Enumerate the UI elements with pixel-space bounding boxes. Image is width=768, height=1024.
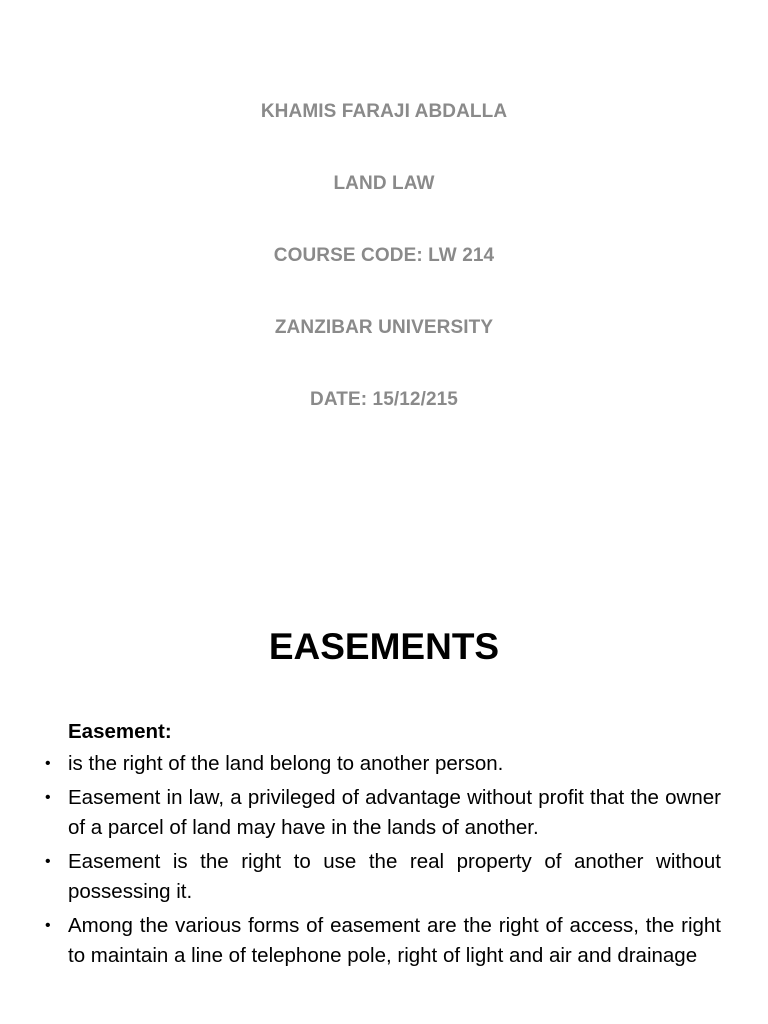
- bullet-icon: •: [45, 853, 51, 870]
- slide-content: [45, 717, 721, 975]
- author-name: KHAMIS FARAJI ABDALLA: [260, 101, 508, 122]
- bullet-text: Among the various forms of easement are the right of access, the right to maintain a line of telephone pole, right of light and air and drainage: [68, 914, 721, 967]
- list-item: [45, 749, 721, 779]
- institution-name: ZANZIBAR UNIVERSITY: [274, 317, 494, 338]
- bullet-text: is the right of the land belong to another person.: [68, 752, 504, 775]
- subject-title: LAND LAW: [333, 173, 435, 194]
- list-item: [45, 911, 721, 971]
- bullet-icon: •: [45, 917, 51, 934]
- list-item: [45, 783, 721, 843]
- bullet-icon: •: [45, 755, 51, 772]
- bullet-text: Easement is the right to use the real property of another without possessing it.: [68, 850, 721, 903]
- bullet-text: Easement in law, a privileged of advantage without profit that the owner of a parcel of land may have in the lands of another.: [68, 786, 721, 839]
- bullet-list: [45, 749, 721, 971]
- easements-slide: [0, 560, 768, 1024]
- section-heading: Easement:: [68, 720, 172, 743]
- presentation-date: DATE: 15/12/215: [310, 389, 458, 410]
- course-code: COURSE CODE: LW 214: [273, 245, 495, 266]
- slide-title: EASEMENTS: [268, 626, 500, 667]
- bullet-icon: •: [45, 789, 51, 806]
- list-item: [45, 847, 721, 907]
